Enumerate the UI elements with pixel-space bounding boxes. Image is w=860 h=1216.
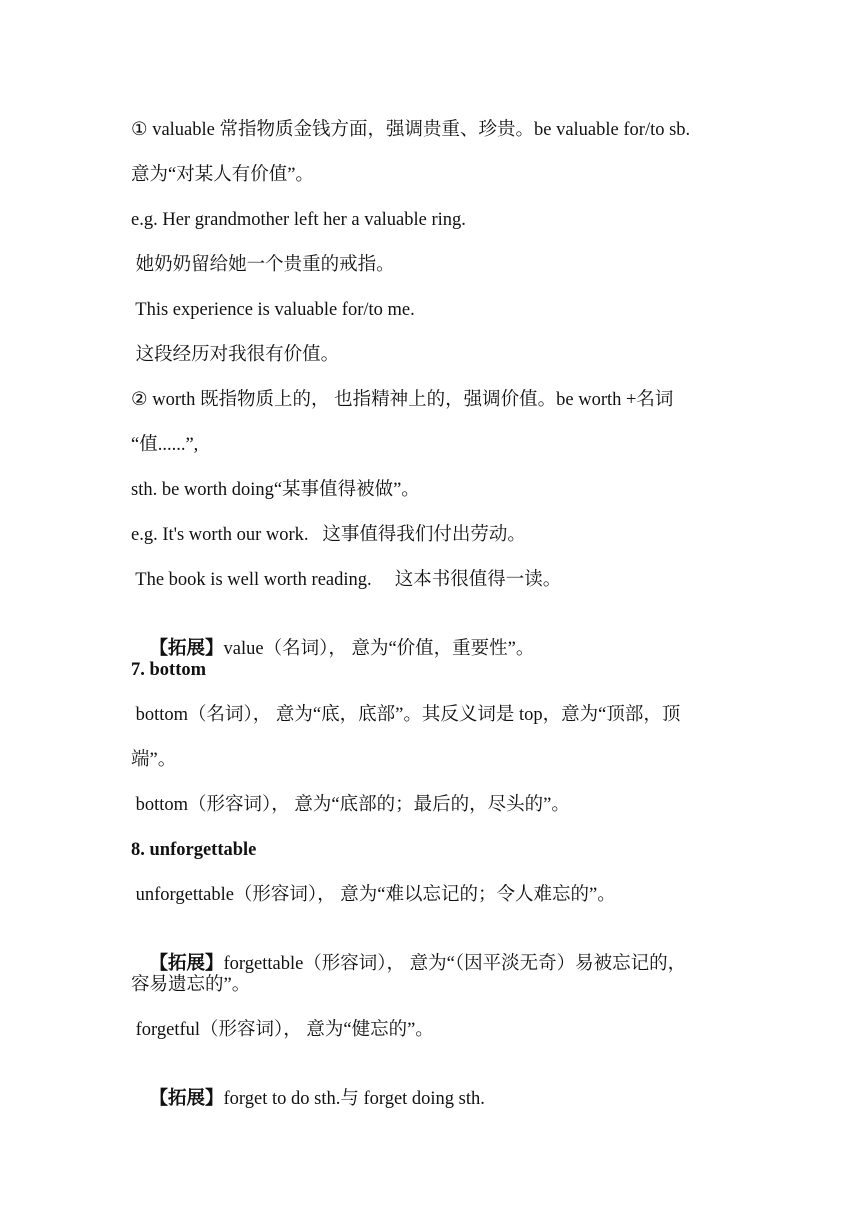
extension-tag: 【拓展】 [149, 1089, 224, 1109]
text-line: 意为“对某人有价值”。 [131, 165, 314, 185]
section-heading: 7. bottom [131, 660, 207, 680]
extension-text: forgettable（形容词）， 意为“（因平淡无奇）易被忘记的， [223, 954, 687, 974]
text-line: sth. be worth doing“某事值得被做”。 [131, 480, 420, 500]
extension-tag: 【拓展】 [149, 639, 224, 659]
extension-text: forget to do sth.与 forget doing sth. [223, 1089, 485, 1109]
text-line: e.g. Her grandmother left her a valuable ring. [131, 210, 466, 230]
text-line: unforgettable（形容词）， 意为“难以忘记的；令人难忘的”。 [131, 885, 616, 905]
text-line: 她奶奶留给她一个贵重的戒指。 [131, 255, 395, 275]
text-line: 这段经历对我很有价值。 [131, 345, 340, 365]
extension-text: value（名词）， 意为“价值，重要性”。 [223, 639, 535, 659]
text-line: bottom（形容词）， 意为“底部的；最后的，尽头的”。 [131, 795, 570, 815]
text-line: 容易遗忘的”。 [131, 975, 251, 995]
text-line: “值......”, [131, 435, 199, 455]
text-line: forgetful（形容词）， 意为“健忘的”。 [131, 1020, 434, 1040]
text-line: The book is well worth reading. 这本书很值得一读。 [131, 570, 562, 590]
extension-tag: 【拓展】 [149, 954, 224, 974]
text-line: bottom（名词）， 意为“底，底部”。其反义词是 top，意为“顶部，顶 [131, 705, 681, 725]
text-line: ② worth 既指物质上的， 也指精神上的，强调价值。be worth +名词 [131, 390, 674, 410]
text-line: e.g. It's worth our work. 这事值得我们付出劳动。 [131, 525, 526, 545]
text-line: ① valuable 常指物质金钱方面，强调贵重、珍贵。be valuable for/to sb. [131, 120, 691, 140]
extension-line [131, 1063, 741, 1135]
section-heading: 8. unforgettable [131, 840, 257, 860]
text-line: This experience is valuable for/to me. [131, 300, 415, 320]
text-line: 端”。 [131, 750, 177, 770]
